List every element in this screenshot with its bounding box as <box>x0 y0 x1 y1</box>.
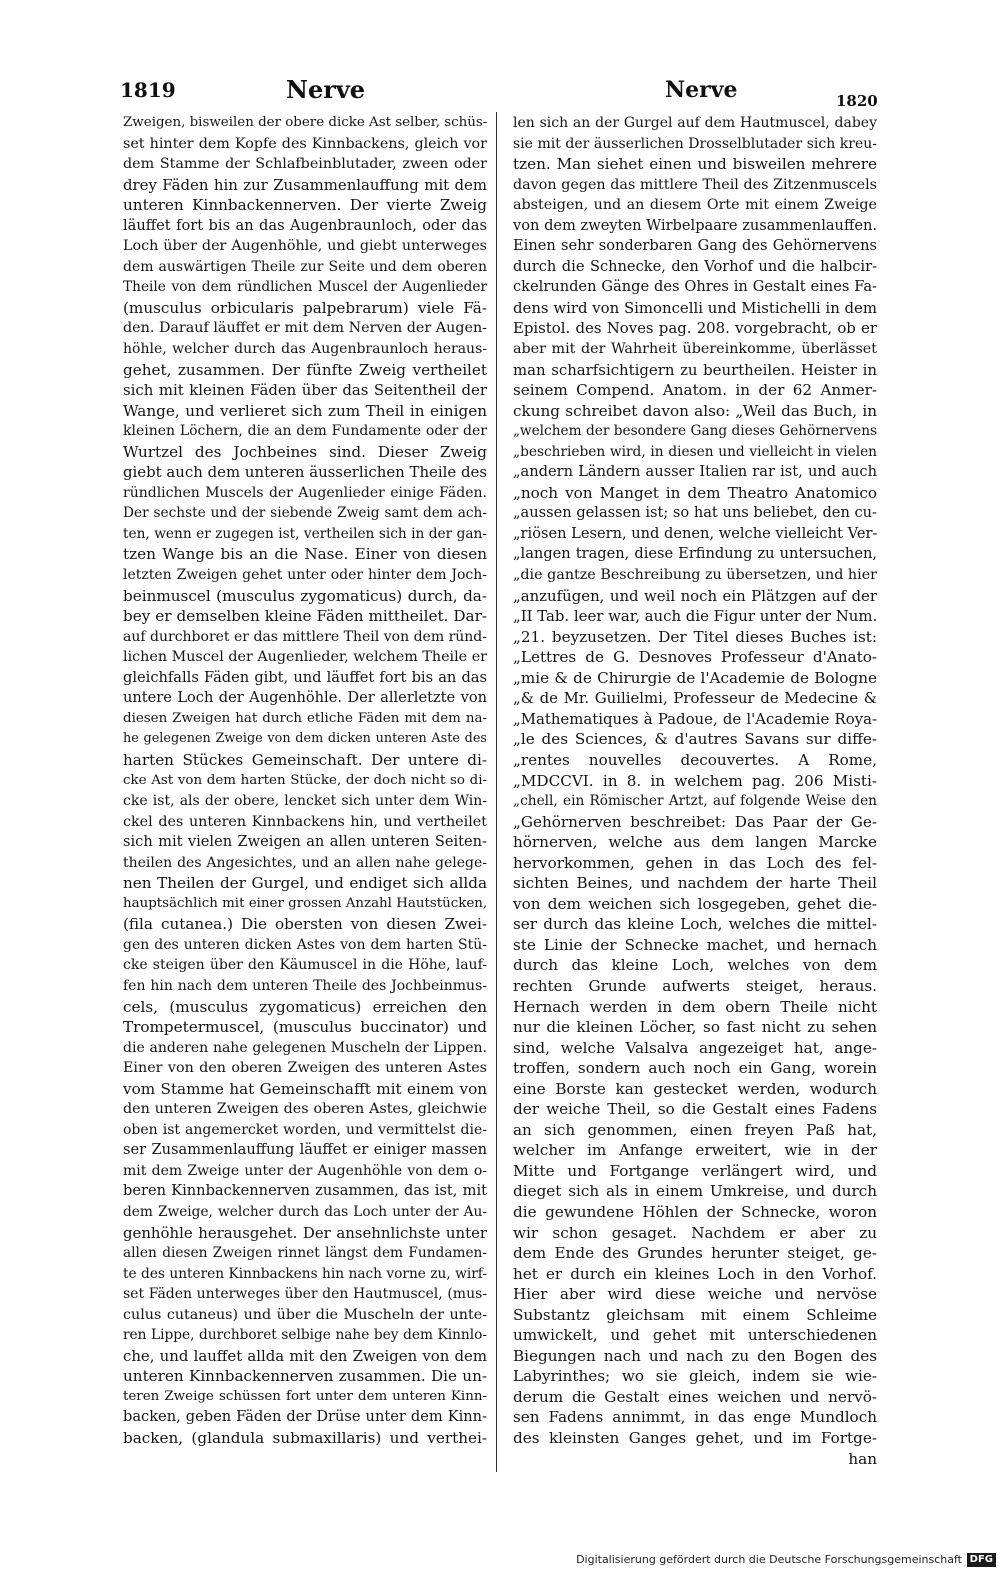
text-line: sie mit der äusserlichen Drosselblutader sich kreu- <box>513 135 877 152</box>
text-line: allen diesen Zweigen rinnet längst dem Fundamen- <box>123 1245 487 1262</box>
text-line: dieget sich als in einem Umkreise, und durch <box>513 1182 877 1201</box>
text-line: (musculus orbicularis palpebrarum) viele Fä- <box>123 298 487 317</box>
text-line: der weiche Theil, so die Gestalt eines Fadens <box>513 1100 877 1119</box>
text-line: ren Lippe, durchboret selbige nahe bey dem Kinnlo- <box>123 1327 487 1344</box>
text-line: Einen sehr sonderbaren Gang des Gehörnervens <box>513 237 877 255</box>
text-line: durch die Schnecke, den Vorhof und die halbcir- <box>513 257 877 275</box>
text-line: oben ist angemercket worden, und vermittelst die- <box>123 1121 487 1138</box>
text-line: „welchem der besondere Gang dieses Gehörnervens <box>513 423 877 440</box>
text-line: ründlichen Muscels der Augenlieder einige Fäden. <box>123 484 487 501</box>
text-line: Zweigen, bisweilen der obere dicke Ast selber, schüs- <box>123 115 487 130</box>
text-line: bey er demselben kleine Fäden mittheilet. Dar- <box>123 607 487 626</box>
text-line: kleinen Löchern, die an dem Fundamente oder der <box>123 423 487 440</box>
text-line: von dem weichen sich losgegeben, gehet die- <box>513 894 877 913</box>
text-line: umwickelt, und gehet mit unterschiedenen <box>513 1326 877 1345</box>
text-line: tzen. Man siehet einen und bisweilen mehrere <box>513 155 877 174</box>
text-line: ten, wenn er zugegen ist, vertheilen sich in der gan- <box>123 525 487 542</box>
text-line: dem auswärtigen Theile zur Seite und dem oberen <box>123 258 487 275</box>
text-line: rechten Grunde aufwerts steiget, heraus. <box>513 976 877 995</box>
text-line: Wange, und verlieret sich zum Theil in einigen <box>123 401 487 420</box>
text-line: ckel des unteren Kinnbackens hin, und vertheilet <box>123 813 487 830</box>
text-line: „andern Ländern ausser Italien rar ist, und auch <box>513 463 877 481</box>
text-line: diesen Zweigen hat durch etliche Fäden mit dem na- <box>123 710 487 726</box>
text-line: davon gegen das mittlere Theil des Zitzenmuscels <box>513 176 877 193</box>
text-line: sen Fadens annimmt, in das enge Mundloch <box>513 1408 877 1427</box>
text-line: len sich an der Gurgel auf dem Hautmuscel, dabey <box>513 115 877 131</box>
text-line: Theile von dem ründlichen Muscel der Augenlieder <box>123 279 487 296</box>
text-line: den. Darauf läuffet er mit dem Nerven der Augen- <box>123 320 487 337</box>
text-line: vom Stamme hat Gemeinschafft mit einem von <box>123 1079 487 1098</box>
text-line: hauptsächlich mit einer grossen Anzahl Hautstücken, <box>123 895 487 911</box>
text-line: „riösen Lesern, und denen, welche vielleicht Ver- <box>513 524 877 542</box>
text-line: cke Ast von dem harten Stücke, der doch nicht so di- <box>123 772 487 788</box>
text-line: gen des unteren dicken Astes von dem harten Stü- <box>123 936 487 953</box>
text-line: untere Loch der Augenhöhle. Der allerletzte von <box>123 689 487 707</box>
footer-credit: Digitalisierung gefördert durch die Deutsche Forschungsgemeinschaft <box>576 1553 962 1566</box>
text-line: „le des Sciences, & d'autres Savans sur diffe- <box>513 730 877 749</box>
text-line: „Gehörnerven beschreibet: Das Paar der Ge- <box>513 812 877 831</box>
text-line: he gelegenen Zweige von dem dicken unteren Aste des <box>123 731 487 747</box>
text-line: ckelrunden Gänge des Ohres in Gestalt eines Fa- <box>513 278 877 296</box>
text-line: „noch von Manget in dem Theatro Anatomico <box>513 483 877 502</box>
text-line: „aussen gelassen ist; so hat uns beliebet, den cu- <box>513 504 877 522</box>
text-line: letzten Zweigen gehet unter oder hinter dem Joch- <box>123 567 487 584</box>
text-line: het er durch ein kleines Loch in den Vorhof. <box>513 1264 877 1283</box>
text-line: sind, welche Valsalva angezeiget hat, ange- <box>513 1038 877 1057</box>
text-line: cke ist, als der obere, lencket sich unter dem Win- <box>123 793 487 810</box>
text-line: drey Fäden hin zur Zusammenlauffung mit dem <box>123 175 487 194</box>
text-line: set Fäden unterweges über den Hautmuscel, (mus- <box>123 1286 487 1303</box>
text-line: teren Zweige schüssen fort unter dem unteren Kinn- <box>123 1388 487 1404</box>
text-line: „mie & de Chirurgie de l'Academie de Bologne <box>513 668 877 687</box>
text-line: welcher im Anfange erweitert, wie in der <box>513 1141 877 1160</box>
text-line: „& de Mr. Guilielmi, Professeur de Medecine & <box>513 689 877 708</box>
text-line: nen Theilen der Gurgel, und endiget sich allda <box>123 874 487 893</box>
right-text-column <box>513 113 877 1469</box>
text-line: „beschrieben wird, in diesen und vielleicht in vielen <box>513 443 877 460</box>
text-line: durch das kleine Loch, welches von dem <box>513 956 877 975</box>
text-line: Mitte und Fortgange verlängert wird, und <box>513 1161 877 1180</box>
text-line: gleichfalls Fäden gibt, und läuffet fort bis an das <box>123 668 487 686</box>
text-line: des kleinsten Ganges gehet, und im Fortge- <box>513 1429 877 1447</box>
text-line: die gewundene Höhlen der Schnecke, woron <box>513 1202 877 1221</box>
text-line: lichen Muscel der Augenlieder, welchem Theile er <box>123 649 487 666</box>
text-line: (fila cutanea.) Die obersten von diesen Zwei- <box>123 915 487 934</box>
text-line: sich mit kleinen Fäden über das Seitentheil der <box>123 381 487 400</box>
left-text-column <box>123 113 487 1449</box>
text-line: cels, (musculus zygomaticus) erreichen den <box>123 997 487 1016</box>
text-line: sichten Beines, und nachdem der harte Theil <box>513 874 877 893</box>
text-line: Epistol. des Noves pag. 208. vorgebracht, ob er <box>513 319 877 338</box>
text-line: höhle, welcher durch das Augenbraunloch heraus- <box>123 341 487 358</box>
text-line: unteren Kinnbackennerven. Der vierte Zweig <box>123 196 487 215</box>
text-line: beinmuscel (musculus zygomaticus) durch, da- <box>123 586 487 605</box>
text-line: Loch über der Augenhöhle, und giebt unterweges <box>123 238 487 255</box>
text-line: fen hin nach dem unteren Theile des Jochbeinmus- <box>123 977 487 994</box>
text-line: eine Borste kan gestecket werden, wodurch <box>513 1079 877 1098</box>
text-line: che, und lauffet allda mit den Zweigen von dem <box>123 1346 487 1365</box>
right-column-number: 1820 <box>836 92 878 110</box>
text-line: „chell, ein Römischer Artzt, auf folgende Weise den <box>513 793 877 810</box>
text-line: tzen Wange bis an die Nase. Einer von diesen <box>123 545 487 564</box>
text-line: wir schon gesaget. Nachdem er aber zu <box>513 1223 877 1242</box>
text-line: sich mit vielen Zweigen an allen unteren Seiten- <box>123 833 487 851</box>
text-line: Der sechste und der siebende Zweig samt dem ach- <box>123 505 487 522</box>
text-line: ckung schreibet davon also: „Weil das Buch, in <box>513 401 877 420</box>
text-line: Wurtzel des Jochbeines sind. Dieser Zweig <box>123 442 487 461</box>
text-line: „rentes nouvelles decouvertes. A Rome, <box>513 750 877 769</box>
text-line: backen, (glandula submaxillaris) und verthei- <box>123 1429 487 1447</box>
text-line: derum die Gestalt eines weichen und nervö- <box>513 1387 877 1406</box>
text-line: dem Stamme der Schlafbeinblutader, zween oder <box>123 156 487 173</box>
text-line: unteren Kinnbackennerven zusammen. Die un- <box>123 1367 487 1386</box>
text-line: hervorkommen, gehen in das Loch des fel- <box>513 853 877 872</box>
text-line: die anderen nahe gelegenen Muscheln der Lippen. <box>123 1039 487 1056</box>
text-line: absteigen, und an diesem Orte mit einem Zweige <box>513 197 877 214</box>
text-line: läuffet fort bis an das Augenbraunloch, oder das <box>123 216 487 234</box>
text-line: hörnerven, welche aus dem langen Marcke <box>513 833 877 852</box>
text-line: dens wird von Simoncelli und Mistichelli in dem <box>513 298 877 317</box>
text-line: von dem zweyten Wirbelpaare zusammenlauffen. <box>513 216 877 234</box>
left-running-head: Nerve <box>286 75 366 104</box>
text-line: „MDCCVI. in 8. in welchem pag. 206 Misti- <box>513 771 877 790</box>
left-column-number: 1819 <box>120 78 176 102</box>
text-line: ser Zusammenlauffung läuffet er einiger massen <box>123 1141 487 1159</box>
text-line: backen, geben Fäden der Drüse unter dem Kinn- <box>123 1408 487 1426</box>
right-running-head: Nerve <box>665 77 738 103</box>
text-line: giebt auch dem unteren äusserlichen Theile des <box>123 463 487 482</box>
text-line: Hier aber wird diese weiche und nervöse <box>513 1285 877 1304</box>
text-line: mit dem Zweige unter der Augenhöhle von dem o- <box>123 1162 487 1179</box>
text-line: „21. beyzusetzen. Der Titel dieses Buches ist: <box>513 627 877 646</box>
text-line: „die gantze Beschreibung zu übersetzen, und hier <box>513 567 877 584</box>
text-line: cke steigen über den Käumuscel in die Höhe, lauf- <box>123 957 487 974</box>
catchword: han <box>848 1449 877 1468</box>
text-line: gehet, zusammen. Der fünfte Zweig vertheilet <box>123 360 487 379</box>
text-line: an sich genommen, einen freyen Paß hat, <box>513 1120 877 1139</box>
text-line: theilen des Angesichtes, und an allen nahe gelege- <box>123 854 487 871</box>
text-line: culus cutaneus) und über die Muscheln der unte- <box>123 1306 487 1323</box>
text-line: aber mit der Wahrheit übereinkomme, überlässet <box>513 341 877 358</box>
text-line: „II Tab. leer war, auch die Figur unter der Num. <box>513 607 877 626</box>
text-line: „Mathematiques à Padoue, de l'Academie Roya- <box>513 709 877 728</box>
text-line: Trompetermuscel, (musculus buccinator) und <box>123 1018 487 1037</box>
text-line: „anzufügen, und weil noch ein Plätzgen auf der <box>513 586 877 605</box>
dfg-logo: DFG <box>967 1553 996 1567</box>
text-line: set hinter dem Kopfe des Kinnbackens, gleich vor <box>123 135 487 152</box>
column-divider <box>496 112 497 1472</box>
text-line: Substantz gleichsam mit einem Schleime <box>513 1305 877 1324</box>
text-line: man scharfsichtigern zu beurtheilen. Heister in <box>513 360 877 379</box>
text-line: auf durchboret er das mittlere Theil von dem ründ- <box>123 628 487 645</box>
text-line: troffen, sondern auch noch ein Gang, worein <box>513 1059 877 1078</box>
text-line: Biegungen nach und nach zu den Bogen des <box>513 1346 877 1365</box>
text-line: ste Linie der Schnecke machet, und hernach <box>513 935 877 954</box>
text-line: dem Ende des Grundes herunter steiget, ge- <box>513 1244 877 1263</box>
text-line: dem Zweige, welcher durch das Loch unter der Au- <box>123 1203 487 1220</box>
text-line: den unteren Zweigen des oberen Astes, gleichwie <box>123 1101 487 1118</box>
text-line: Hernach werden in dem obern Theile nicht <box>513 997 877 1016</box>
text-line: ser durch das kleine Loch, welches die mittel- <box>513 915 877 934</box>
text-line: seinem Compend. Anatom. in der 62 Anmer- <box>513 381 877 400</box>
digitization-footer <box>0 1548 1000 1570</box>
text-line: beren Kinnbackennerven zusammen, das ist, mit <box>123 1182 487 1200</box>
text-line: „Lettres de G. Desnoves Professeur d'Anato- <box>513 648 877 667</box>
text-line: Einer von den oberen Zweigen des unteren Astes <box>123 1060 487 1077</box>
text-line: Labyrinthes; wo sie gleich, indem sie wie- <box>513 1367 877 1386</box>
text-line: „langen tragen, diese Erfindung zu untersuchen, <box>513 545 877 563</box>
text-line: nur die kleinen Löcher, so fast nicht zu sehen <box>513 1018 877 1037</box>
text-line: harten Stückes Gemeinschaft. Der untere di- <box>123 750 487 769</box>
text-line: genhöhle herausgehet. Der ansehnlichste unter <box>123 1223 487 1242</box>
text-line: te des unteren Kinnbackens hin nach vorne zu, wirf- <box>123 1265 487 1282</box>
